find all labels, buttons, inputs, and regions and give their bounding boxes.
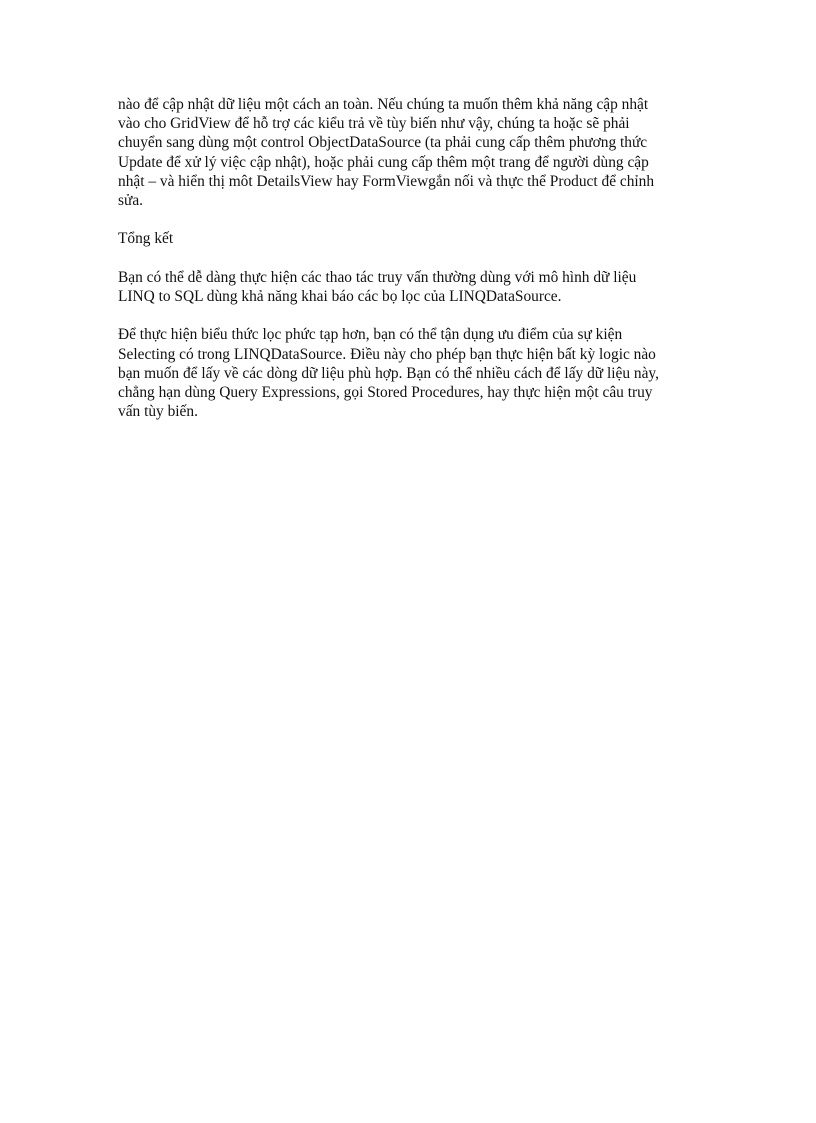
text-line: Selecting có trong LINQDataSource. Điều này cho phép bạn thực hiện bất kỳ logic nào <box>118 345 656 363</box>
paragraph-summary <box>118 268 708 306</box>
text-line: chuyển sang dùng một control ObjectDataSource (ta phải cung cấp thêm phương thức <box>118 134 648 152</box>
text-line: nào để cập nhật dữ liệu một cách an toàn. Nếu chúng ta muốn thêm khả năng cập nhật <box>118 96 649 113</box>
text-line: bạn muốn để lấy về các dòng dữ liệu phù hợp. Bạn có thể nhiều cách để lấy dữ liệu này, <box>118 364 659 382</box>
text-line: chẳng hạn dùng Query Expressions, gọi Stored Procedures, hay thực hiện một câu truy <box>118 384 653 401</box>
document-body <box>118 95 708 441</box>
text-line: vấn tùy biến. <box>118 403 198 421</box>
paragraph-selecting-event <box>118 325 708 421</box>
text-line: sửa. <box>118 192 144 210</box>
paragraph-continuation <box>118 95 708 210</box>
text-line: LINQ to SQL dùng khả năng khai báo các bọ lọc của LINQDataSource. <box>118 288 562 305</box>
text-line: Update để xử lý việc cập nhật), hoặc phải cung cấp thêm một trang để người dùng cập <box>118 153 649 171</box>
text-line: Để thực hiện biểu thức lọc phức tạp hơn, bạn có thể tận dụng ưu điểm của sự kiện <box>118 326 623 344</box>
text-line: nhật – và hiển thị môt DetailsView hay FormViewgắn nối và thực thể Product để chỉnh <box>118 172 655 190</box>
heading-text: Tổng kết <box>118 230 174 248</box>
text-line: Bạn có thể dễ dàng thực hiện các thao tác truy vấn thường dùng với mô hình dữ liệu <box>118 268 637 286</box>
text-line: vào cho GridView để hỗ trợ các kiểu trả về tùy biến như vậy, chúng ta hoặc sẽ phải <box>118 115 630 133</box>
section-heading <box>118 229 708 248</box>
